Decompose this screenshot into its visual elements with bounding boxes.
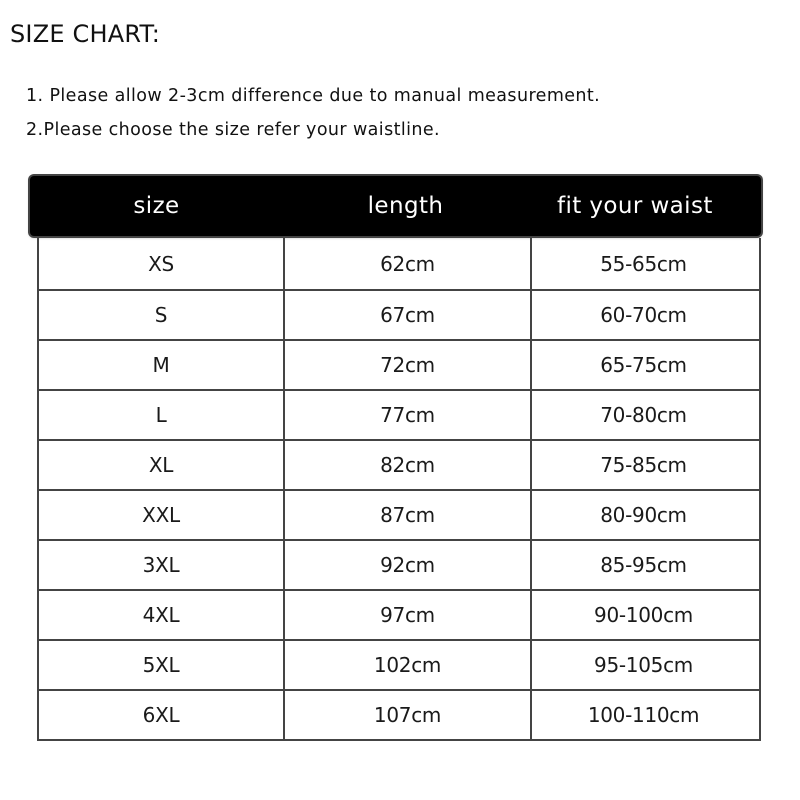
cell-size: XL	[148, 453, 174, 477]
note-waistline: 2.Please choose the size refer your waistline.	[26, 120, 440, 140]
cell-waist: 85-95cm	[530, 541, 755, 589]
cell-length: 87cm	[283, 491, 530, 539]
cell-waist: 55-65cm	[530, 238, 755, 289]
table-row	[39, 491, 759, 541]
note-measurement: 1. Please allow 2-3cm difference due to manual measurement.	[26, 86, 601, 106]
cell-waist: 100-110cm	[530, 691, 755, 739]
cell-length: 102cm	[283, 641, 530, 689]
notes	[26, 79, 600, 147]
cell-waist: 65-75cm	[530, 341, 755, 389]
header-length: length	[367, 193, 444, 219]
cell-size: 4XL	[142, 603, 180, 627]
cell-length: 82cm	[283, 441, 530, 489]
table-row	[39, 591, 759, 641]
cell-size: L	[155, 403, 167, 427]
table-row	[39, 441, 759, 491]
cell-size: M	[152, 353, 170, 377]
table-row	[39, 391, 759, 441]
table-row	[39, 691, 759, 741]
table-row	[39, 291, 759, 341]
cell-size: 5XL	[142, 653, 180, 677]
cell-length: 97cm	[283, 591, 530, 639]
cell-length: 67cm	[283, 291, 530, 339]
cell-size: XS	[148, 251, 174, 276]
cell-waist: 90-100cm	[530, 591, 755, 639]
table-header	[30, 176, 761, 236]
cell-length: 107cm	[283, 691, 530, 739]
cell-size: S	[154, 303, 168, 327]
table-row	[39, 541, 759, 591]
cell-size: XXL	[142, 503, 180, 527]
header-size: size	[133, 193, 180, 219]
cell-length: 77cm	[283, 391, 530, 439]
cell-waist: 60-70cm	[530, 291, 755, 339]
page-title: SIZE CHART:	[10, 20, 161, 48]
table-row	[39, 641, 759, 691]
table-body	[37, 238, 761, 741]
cell-length: 62cm	[283, 238, 530, 289]
cell-length: 72cm	[283, 341, 530, 389]
table-row	[39, 341, 759, 391]
cell-waist: 80-90cm	[530, 491, 755, 539]
cell-length: 92cm	[283, 541, 530, 589]
table-row	[39, 238, 759, 291]
cell-size: 6XL	[142, 703, 180, 727]
cell-waist: 95-105cm	[530, 641, 755, 689]
cell-waist: 70-80cm	[530, 391, 755, 439]
size-table	[30, 176, 761, 741]
cell-waist: 75-85cm	[530, 441, 755, 489]
cell-size: 3XL	[142, 553, 180, 577]
header-fit-your-waist: fit your waist	[557, 193, 713, 219]
